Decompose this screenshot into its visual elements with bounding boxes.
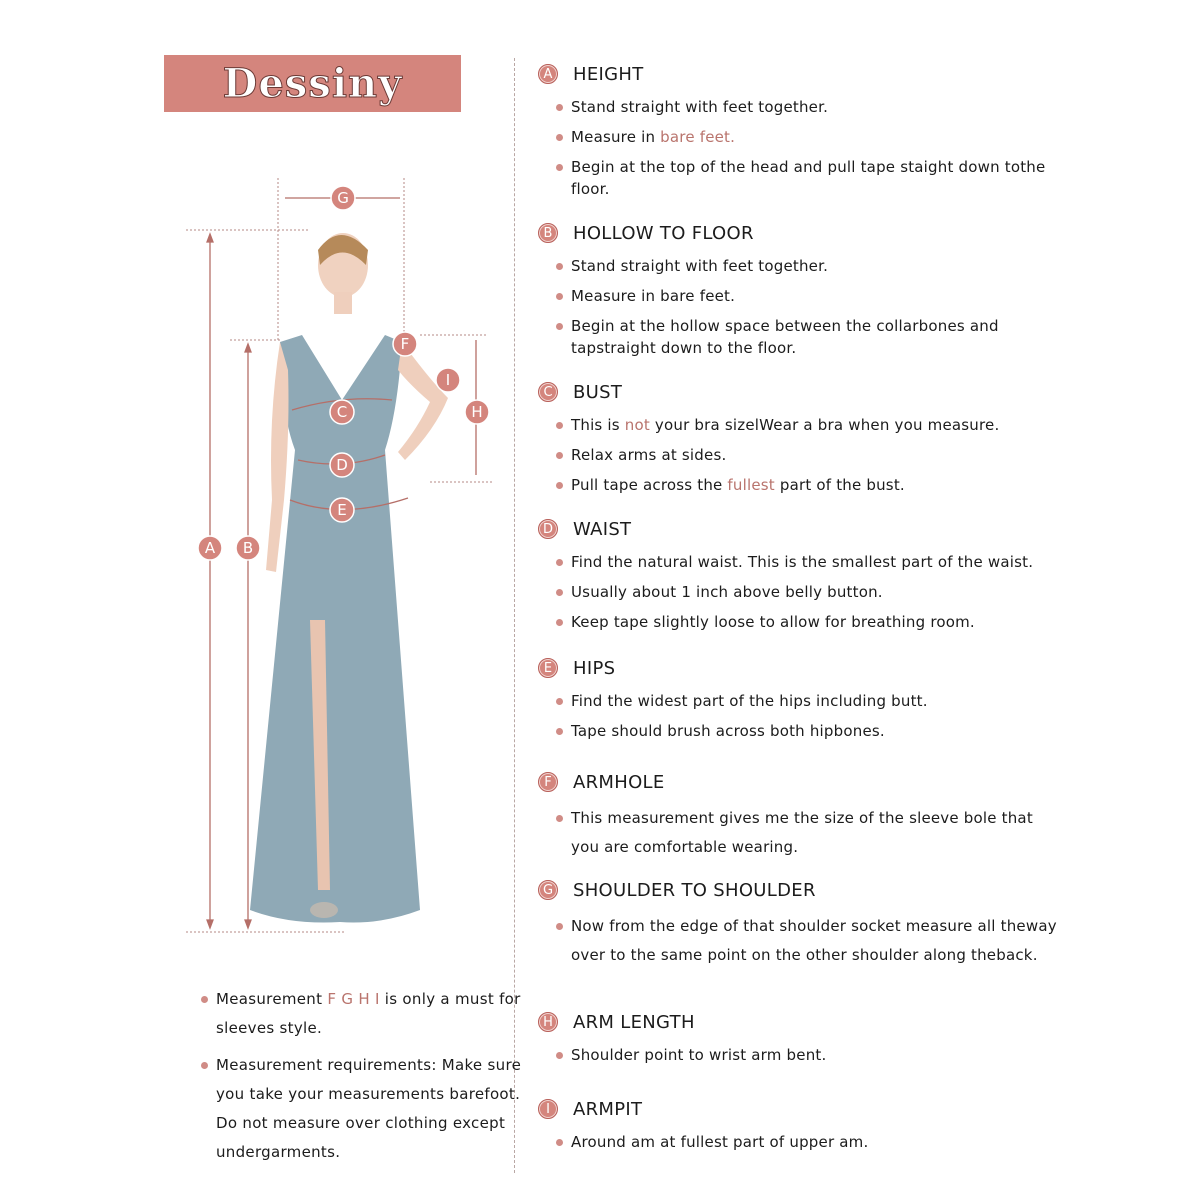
label-b: B — [242, 539, 254, 557]
label-c: C — [336, 403, 348, 421]
item-text: Find the natural waist. This is the smallest part of the waist. — [571, 553, 1034, 571]
letter-badge-icon: B — [538, 223, 558, 243]
letter-badge-icon: C — [538, 382, 558, 402]
item-text: Measurement requirements: Make sure you take your measurements barefoot. Do not measure over clothing except undergarments. — [216, 1056, 522, 1161]
section-header — [537, 1097, 1057, 1121]
section-header — [537, 517, 1057, 541]
letter-badge-icon: H — [538, 1012, 558, 1032]
list-item — [571, 156, 1057, 200]
section-title: SHOULDER TO SHOULDER — [573, 879, 816, 901]
list-item — [571, 912, 1057, 970]
section-header — [537, 878, 1057, 902]
section-header — [537, 62, 1057, 86]
label-g: G — [337, 189, 349, 207]
section-waist — [537, 517, 1057, 641]
brand-logo — [164, 55, 461, 112]
list-item — [571, 414, 1057, 436]
section-title: WAIST — [573, 518, 632, 540]
item-text: Pull tape across the — [571, 476, 728, 494]
label-h: H — [471, 403, 483, 421]
bullet-list — [537, 912, 1057, 970]
section-title: HEIGHT — [573, 63, 644, 85]
section-bust — [537, 380, 1057, 504]
section-title: ARMPIT — [573, 1098, 643, 1120]
list-item — [571, 255, 1057, 277]
item-text: Measure in bare feet. — [571, 287, 736, 305]
highlight-text: F G H I — [327, 990, 380, 1008]
letter-badge-icon: E — [538, 658, 558, 678]
item-text: Relax arms at sides. — [571, 446, 727, 464]
list-item — [571, 474, 1057, 496]
item-text: Tape should brush across both hipbones. — [571, 722, 885, 740]
bullet-list — [537, 551, 1057, 633]
section-title: HIPS — [573, 657, 616, 679]
item-text: Find the widest part of the hips including butt. — [571, 692, 928, 710]
notes-list — [182, 985, 546, 1175]
item-text: part of the bust. — [774, 476, 905, 494]
list-item — [571, 315, 1057, 359]
label-a: A — [204, 539, 216, 557]
list-item — [571, 96, 1057, 118]
item-text: Shoulder point to wrist arm bent. — [571, 1046, 827, 1064]
brand-name: Dessiny — [222, 60, 403, 107]
item-text: is only a must for sleeves style. — [216, 990, 521, 1037]
label-e: E — [337, 501, 347, 519]
item-text: Stand straight with feet together. — [571, 257, 829, 275]
section-arm-length — [537, 1010, 1057, 1074]
list-item — [571, 444, 1057, 466]
section-header — [537, 1010, 1057, 1034]
item-text: Now from the edge of that shoulder socket measure all theway over to the same point on the other shoulder along theback. — [571, 917, 1057, 964]
list-item — [571, 1044, 1057, 1066]
label-f: F — [400, 335, 410, 353]
item-text: Begin at the hollow space between the collarbones and tapstraight down to the floor. — [571, 317, 999, 357]
note-item — [216, 985, 546, 1043]
item-text: Begin at the top of the head and pull tape staight down tothe floor. — [571, 158, 1046, 198]
list-item — [571, 551, 1057, 573]
bullet-list — [537, 1044, 1057, 1066]
label-d: D — [336, 456, 348, 474]
highlight-text: not — [624, 416, 650, 434]
section-title: HOLLOW TO FLOOR — [573, 222, 754, 244]
label-i: I — [445, 371, 451, 389]
item-text: This is — [571, 416, 625, 434]
bullet-list — [537, 96, 1057, 200]
model-figure — [250, 233, 451, 923]
letter-badge-icon: F — [538, 772, 558, 792]
section-armhole — [537, 770, 1057, 864]
list-item — [571, 720, 1057, 742]
section-armpit — [537, 1097, 1057, 1161]
measurement-figure — [180, 170, 510, 950]
section-header — [537, 380, 1057, 404]
item-text: Around am at fullest part of upper am. — [571, 1133, 869, 1151]
list-item — [571, 1131, 1057, 1153]
letter-badge-icon: G — [538, 880, 558, 900]
section-hips — [537, 656, 1057, 750]
bullet-list — [537, 804, 1057, 862]
list-item — [571, 690, 1057, 712]
item-text: Usually about 1 inch above belly button. — [571, 583, 883, 601]
item-text: Keep tape slightly loose to allow for breathing room. — [571, 613, 975, 631]
item-text: This measurement gives me the size of the sleeve bole that you are comfortable wearing. — [571, 809, 1033, 856]
section-header — [537, 656, 1057, 680]
section-height — [537, 62, 1057, 208]
item-text: your bra sizelWear a bra when you measure. — [649, 416, 1000, 434]
section-header — [537, 770, 1057, 794]
letter-badge-icon: D — [538, 519, 558, 539]
bullet-list — [537, 1131, 1057, 1153]
section-title: ARMHOLE — [573, 771, 665, 793]
highlight-text: bare feet. — [660, 128, 736, 146]
highlight-text: fullest — [727, 476, 775, 494]
bullet-list — [537, 255, 1057, 359]
letter-badge-icon: A — [538, 64, 558, 84]
letter-badge-icon: I — [538, 1099, 558, 1119]
section-hollow-to-floor — [537, 221, 1057, 367]
list-item — [571, 285, 1057, 307]
section-title: BUST — [573, 381, 623, 403]
item-text: Measure in — [571, 128, 661, 146]
bullet-list — [537, 690, 1057, 742]
section-shoulder-to-shoulder — [537, 878, 1057, 972]
item-text: Stand straight with feet together. — [571, 98, 829, 116]
bullet-list — [537, 414, 1057, 496]
list-item — [571, 804, 1057, 862]
list-item — [571, 581, 1057, 603]
section-title: ARM LENGTH — [573, 1011, 695, 1033]
item-text: Measurement — [216, 990, 328, 1008]
list-item — [571, 126, 1057, 148]
section-header — [537, 221, 1057, 245]
note-item — [216, 1051, 546, 1167]
list-item — [571, 611, 1057, 633]
